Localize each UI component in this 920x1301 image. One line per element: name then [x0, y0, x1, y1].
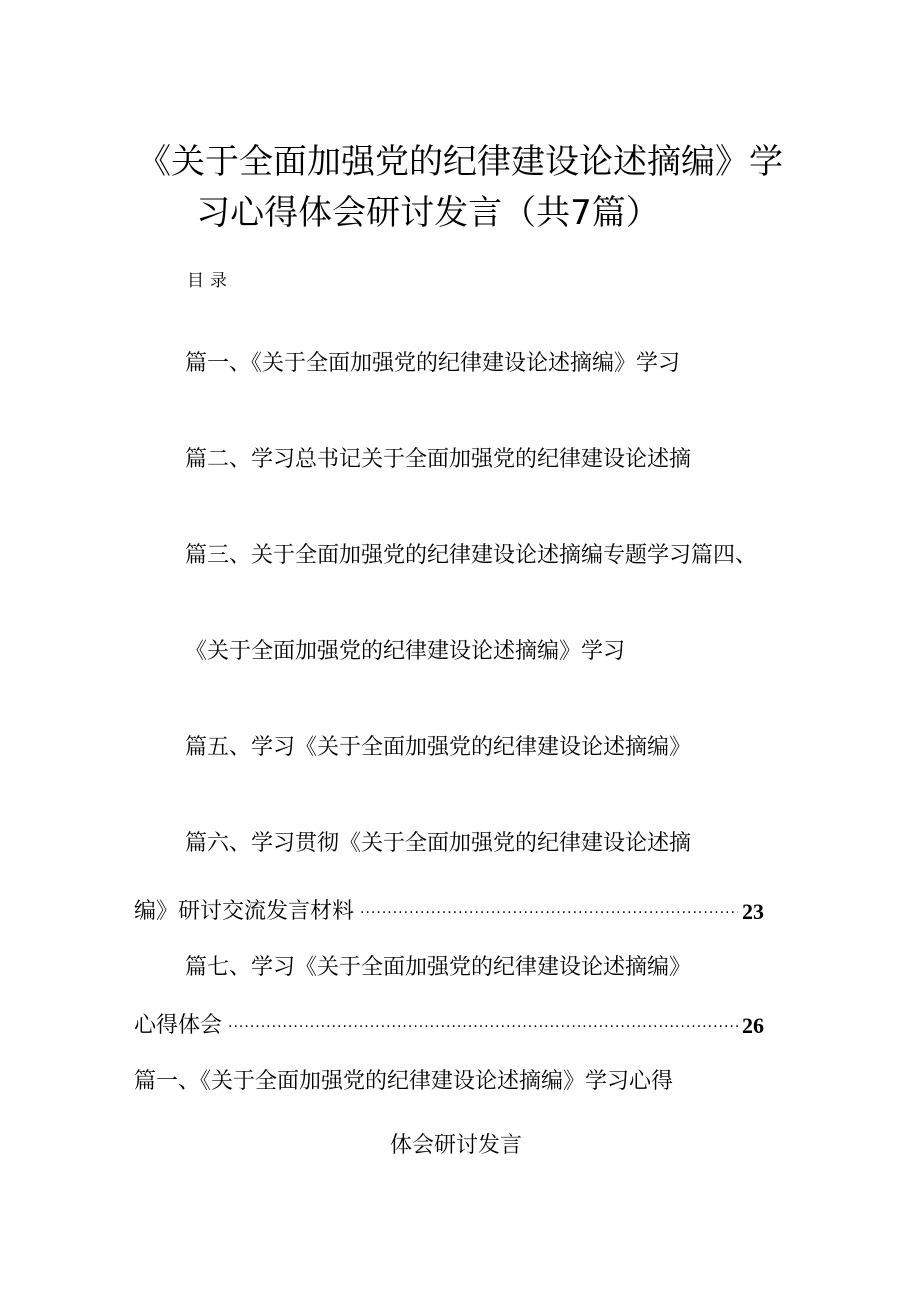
toc-entry-5[interactable]: 篇五、学习《关于全面加强党的纪律建设论述摘编》: [185, 735, 692, 760]
toc-entry-2[interactable]: 篇二、学习总书记关于全面加强党的纪律建设论述摘: [185, 447, 692, 472]
toc-entry-7-text: 心得体会: [134, 1013, 223, 1038]
section-heading-line-2: 体会研讨发言: [390, 1133, 523, 1158]
toc-entry-3-continued[interactable]: 《关于全面加强党的纪律建设论述摘编》学习: [185, 639, 626, 664]
document-title-line-1: 《关于全面加强党的纪律建设论述摘编》学: [137, 142, 783, 182]
toc-entry-3[interactable]: 篇三、关于全面加强党的纪律建设论述摘编专题学习篇四、: [185, 543, 758, 568]
toc-page-number: 26: [742, 1013, 764, 1038]
toc-entry-6-text: 编》研讨交流发言材料: [134, 899, 355, 924]
toc-page-number: 23: [742, 899, 764, 924]
toc-entry-6-continued[interactable]: [134, 896, 764, 926]
toc-entry-1[interactable]: 篇一、《关于全面加强党的纪律建设论述摘编》学习: [185, 351, 681, 376]
toc-entry-7[interactable]: 篇七、学习《关于全面加强党的纪律建设论述摘编》: [185, 955, 692, 980]
toc-leader-dots: [228, 1012, 738, 1040]
toc-entry-6[interactable]: 篇六、学习贯彻《关于全面加强党的纪律建设论述摘: [185, 831, 692, 856]
toc-leader-dots: [360, 898, 738, 926]
section-heading-line-1: 篇一、《关于全面加强党的纪律建设论述摘编》学习心得: [134, 1069, 674, 1094]
toc-entry-7-continued[interactable]: [134, 1010, 764, 1040]
toc-label: 目录: [187, 271, 233, 291]
document-title-line-2: 习心得体会研讨发言（共7篇）: [196, 193, 660, 233]
